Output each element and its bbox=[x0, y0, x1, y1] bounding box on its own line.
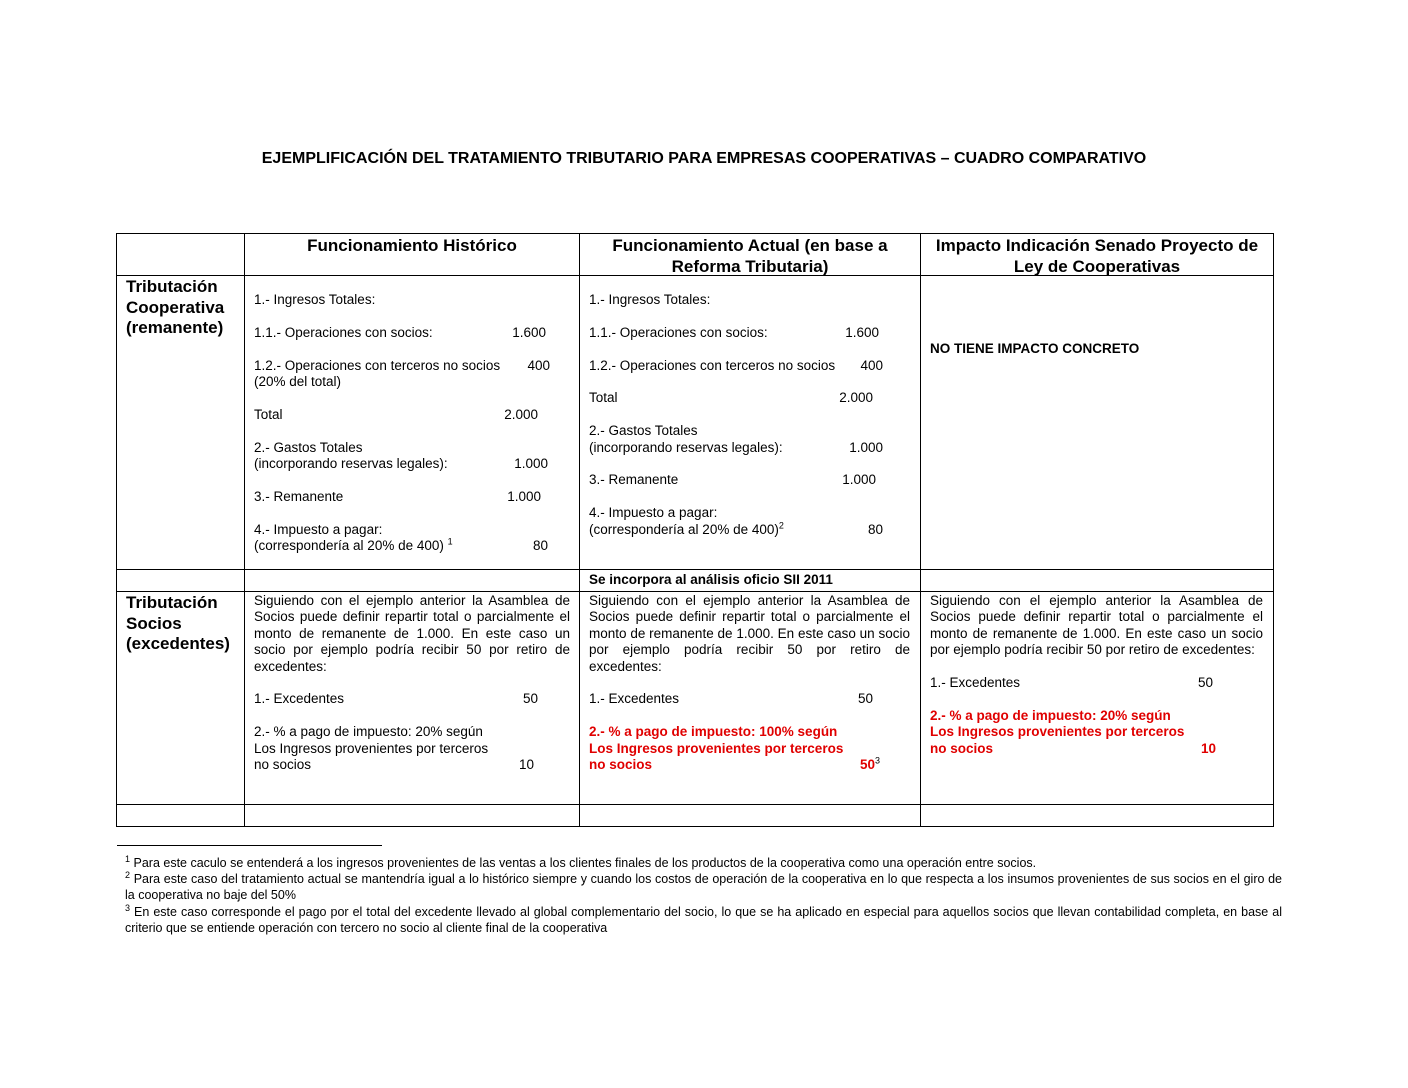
remanente-value: 1.000 bbox=[842, 472, 876, 488]
pago-line-3: no socios bbox=[589, 757, 653, 773]
pago-line-1: 2.- % a pago de impuesto: 20% según bbox=[930, 707, 1171, 723]
op-terceros-label: 1.2.- Operaciones con terceros no socios bbox=[589, 357, 836, 373]
excedentes-label: 1.- Excedentes bbox=[589, 691, 680, 707]
table-border-bottom bbox=[116, 826, 1274, 827]
footnote-2 bbox=[125, 871, 1282, 903]
pago-value: 10 bbox=[518, 757, 534, 773]
remanente-value: 1.000 bbox=[507, 488, 541, 504]
pago-line-2: Los Ingresos provenientes por terceros bbox=[930, 724, 1185, 740]
remanente-label: 3.- Remanente bbox=[589, 472, 679, 488]
pago-line-1: 2.- % a pago de impuesto: 20% según bbox=[254, 724, 483, 740]
pago-line-3: no socios bbox=[254, 757, 312, 773]
separator-note: Se incorpora al análisis oficio SII 2011 bbox=[589, 572, 833, 587]
impuesto-sub: (correspondería al 20% de 400) bbox=[254, 538, 444, 553]
header-impacto: Impacto Indicación Senado Proyecto de Ley de Cooperativas bbox=[935, 236, 1259, 276]
remanente-label: 3.- Remanente bbox=[254, 488, 344, 504]
op-terceros-note: (20% del total) bbox=[254, 374, 342, 389]
footnote-text: Para este caso del tratamiento actual se mantendría igual a lo histórico siempre y cuando los costos de operación de la cooperativa en lo que respecta a los insumos provenientes de sus socios en el giro de la cooperativa no baje del 50% bbox=[125, 872, 1282, 902]
footnote-number: 2 bbox=[125, 869, 131, 880]
op-terceros-value: 400 bbox=[527, 357, 550, 373]
table-border-top bbox=[116, 233, 1274, 234]
row1-historico-cell bbox=[254, 292, 550, 554]
op-socios-value: 1.600 bbox=[512, 324, 546, 340]
row1-impacto-text: NO TIENE IMPACTO CONCRETO bbox=[930, 341, 1140, 356]
gastos-sub: (incorporando reservas legales): bbox=[254, 456, 448, 471]
table-col-divider-2 bbox=[579, 233, 580, 827]
gastos-label: 2.- Gastos Totales bbox=[589, 423, 698, 439]
footnote-ref-3: 3 bbox=[874, 755, 880, 766]
footnote-number: 3 bbox=[125, 902, 131, 913]
excedentes-value: 50 bbox=[857, 691, 873, 707]
footnote-text: Para este caculo se entenderá a los ingresos provenientes de las ventas a los clientes finales de los productos de la cooperativa como una operación entre socios. bbox=[133, 856, 1037, 870]
table-divider-row2 bbox=[116, 804, 1274, 805]
total-value: 2.000 bbox=[504, 406, 538, 422]
table-border-left bbox=[116, 233, 117, 827]
op-socios-label: 1.1.- Operaciones con socios: bbox=[254, 324, 433, 340]
excedentes-value: 50 bbox=[522, 691, 538, 707]
row2-historico-cell bbox=[254, 593, 570, 773]
pago-line-2: Los Ingresos provenientes por terceros bbox=[589, 740, 844, 756]
row2-actual-cell bbox=[589, 593, 910, 773]
impuesto-value: 80 bbox=[532, 538, 548, 553]
header-actual: Funcionamiento Actual (en base a Reforma Tributaria) bbox=[612, 236, 888, 276]
table-col-divider-3 bbox=[920, 233, 921, 827]
ingresos-label: 1.- Ingresos Totales: bbox=[254, 292, 376, 307]
impuesto-value: 80 bbox=[867, 521, 883, 537]
footnote-separator bbox=[117, 845, 382, 846]
table-col-divider-1 bbox=[244, 233, 245, 827]
footnote-1 bbox=[125, 855, 1282, 871]
intro-text: Siguiendo con el ejemplo anterior la Asamblea de Socios puede definir repartir total o parcialmente el monto de remanente de 1.000. En este caso un socio por ejemplo podría recibir 50 por retiro de excedentes: bbox=[589, 593, 910, 674]
table-divider-separator bbox=[116, 591, 1274, 592]
pago-line-2: Los Ingresos provenientes por terceros bbox=[254, 740, 489, 756]
row-label-socios: Tributación Socios (excedentes) bbox=[126, 593, 230, 653]
table-divider-row1 bbox=[116, 569, 1274, 570]
intro-text: Siguiendo con el ejemplo anterior la Asamblea de Socios puede definir repartir total o parcialmente el monto de remanente de 1.000. En este caso un socio por ejemplo podría recibir 50 por retiro de excedentes: bbox=[930, 593, 1263, 658]
footnote-number: 1 bbox=[125, 853, 131, 864]
header-historico: Funcionamiento Histórico bbox=[307, 236, 517, 255]
intro-text: Siguiendo con el ejemplo anterior la Asamblea de Socios puede definir repartir total o parcialmente el monto de remanente de 1.000. En este caso un socio por ejemplo podría recibir 50 por retiro de excedentes: bbox=[254, 593, 570, 674]
pago-value: 10 bbox=[1200, 740, 1216, 756]
row2-impacto-cell bbox=[930, 593, 1263, 757]
impuesto-sub: (correspondería al 20% de 400) bbox=[589, 521, 779, 537]
gastos-label: 2.- Gastos Totales bbox=[254, 439, 363, 455]
gastos-sub: (incorporando reservas legales): bbox=[589, 439, 783, 455]
gastos-value: 1.000 bbox=[849, 439, 883, 455]
op-socios-value: 1.600 bbox=[845, 324, 879, 340]
document-title: EJEMPLIFICACIÓN DEL TRATAMIENTO TRIBUTARIO PARA EMPRESAS COOPERATIVAS – CUADRO COMPARATIVO bbox=[261, 150, 1147, 167]
total-label: Total bbox=[589, 390, 618, 406]
total-label: Total bbox=[254, 406, 283, 422]
row-label-cooperativa: Tributación Cooperativa (remanente) bbox=[126, 277, 225, 337]
ingresos-label: 1.- Ingresos Totales: bbox=[589, 292, 711, 307]
op-terceros-value: 400 bbox=[860, 357, 883, 373]
op-socios-label: 1.1.- Operaciones con socios: bbox=[589, 324, 768, 340]
footnote-ref-1: 1 bbox=[447, 536, 453, 547]
gastos-value: 1.000 bbox=[514, 456, 548, 471]
impuesto-label: 4.- Impuesto a pagar: bbox=[589, 505, 718, 521]
op-terceros-label: 1.2.- Operaciones con terceros no socios bbox=[254, 357, 501, 373]
total-value: 2.000 bbox=[839, 390, 873, 406]
pago-line-3: no socios bbox=[930, 740, 994, 756]
pago-line-1: 2.- % a pago de impuesto: 100% según bbox=[589, 724, 838, 740]
excedentes-label: 1.- Excedentes bbox=[930, 675, 1021, 691]
footnote-3 bbox=[125, 904, 1282, 936]
footnote-text: En este caso corresponde el pago por el total del excedente llevado al global complementario del socio, lo que se ha aplicado en especial para aquellos socios que llevan contabilidad completa, en base al criterio que se entiende operación con tercero no socio al cliente final de la cooperativa bbox=[125, 905, 1282, 935]
pago-value: 50 bbox=[859, 757, 875, 773]
excedentes-value: 50 bbox=[1197, 675, 1213, 691]
impuesto-label: 4.- Impuesto a pagar: bbox=[254, 521, 383, 537]
excedentes-label: 1.- Excedentes bbox=[254, 691, 345, 707]
row1-actual-cell bbox=[589, 292, 885, 538]
table-border-right bbox=[1273, 233, 1274, 827]
footnote-ref-2: 2 bbox=[778, 520, 784, 531]
